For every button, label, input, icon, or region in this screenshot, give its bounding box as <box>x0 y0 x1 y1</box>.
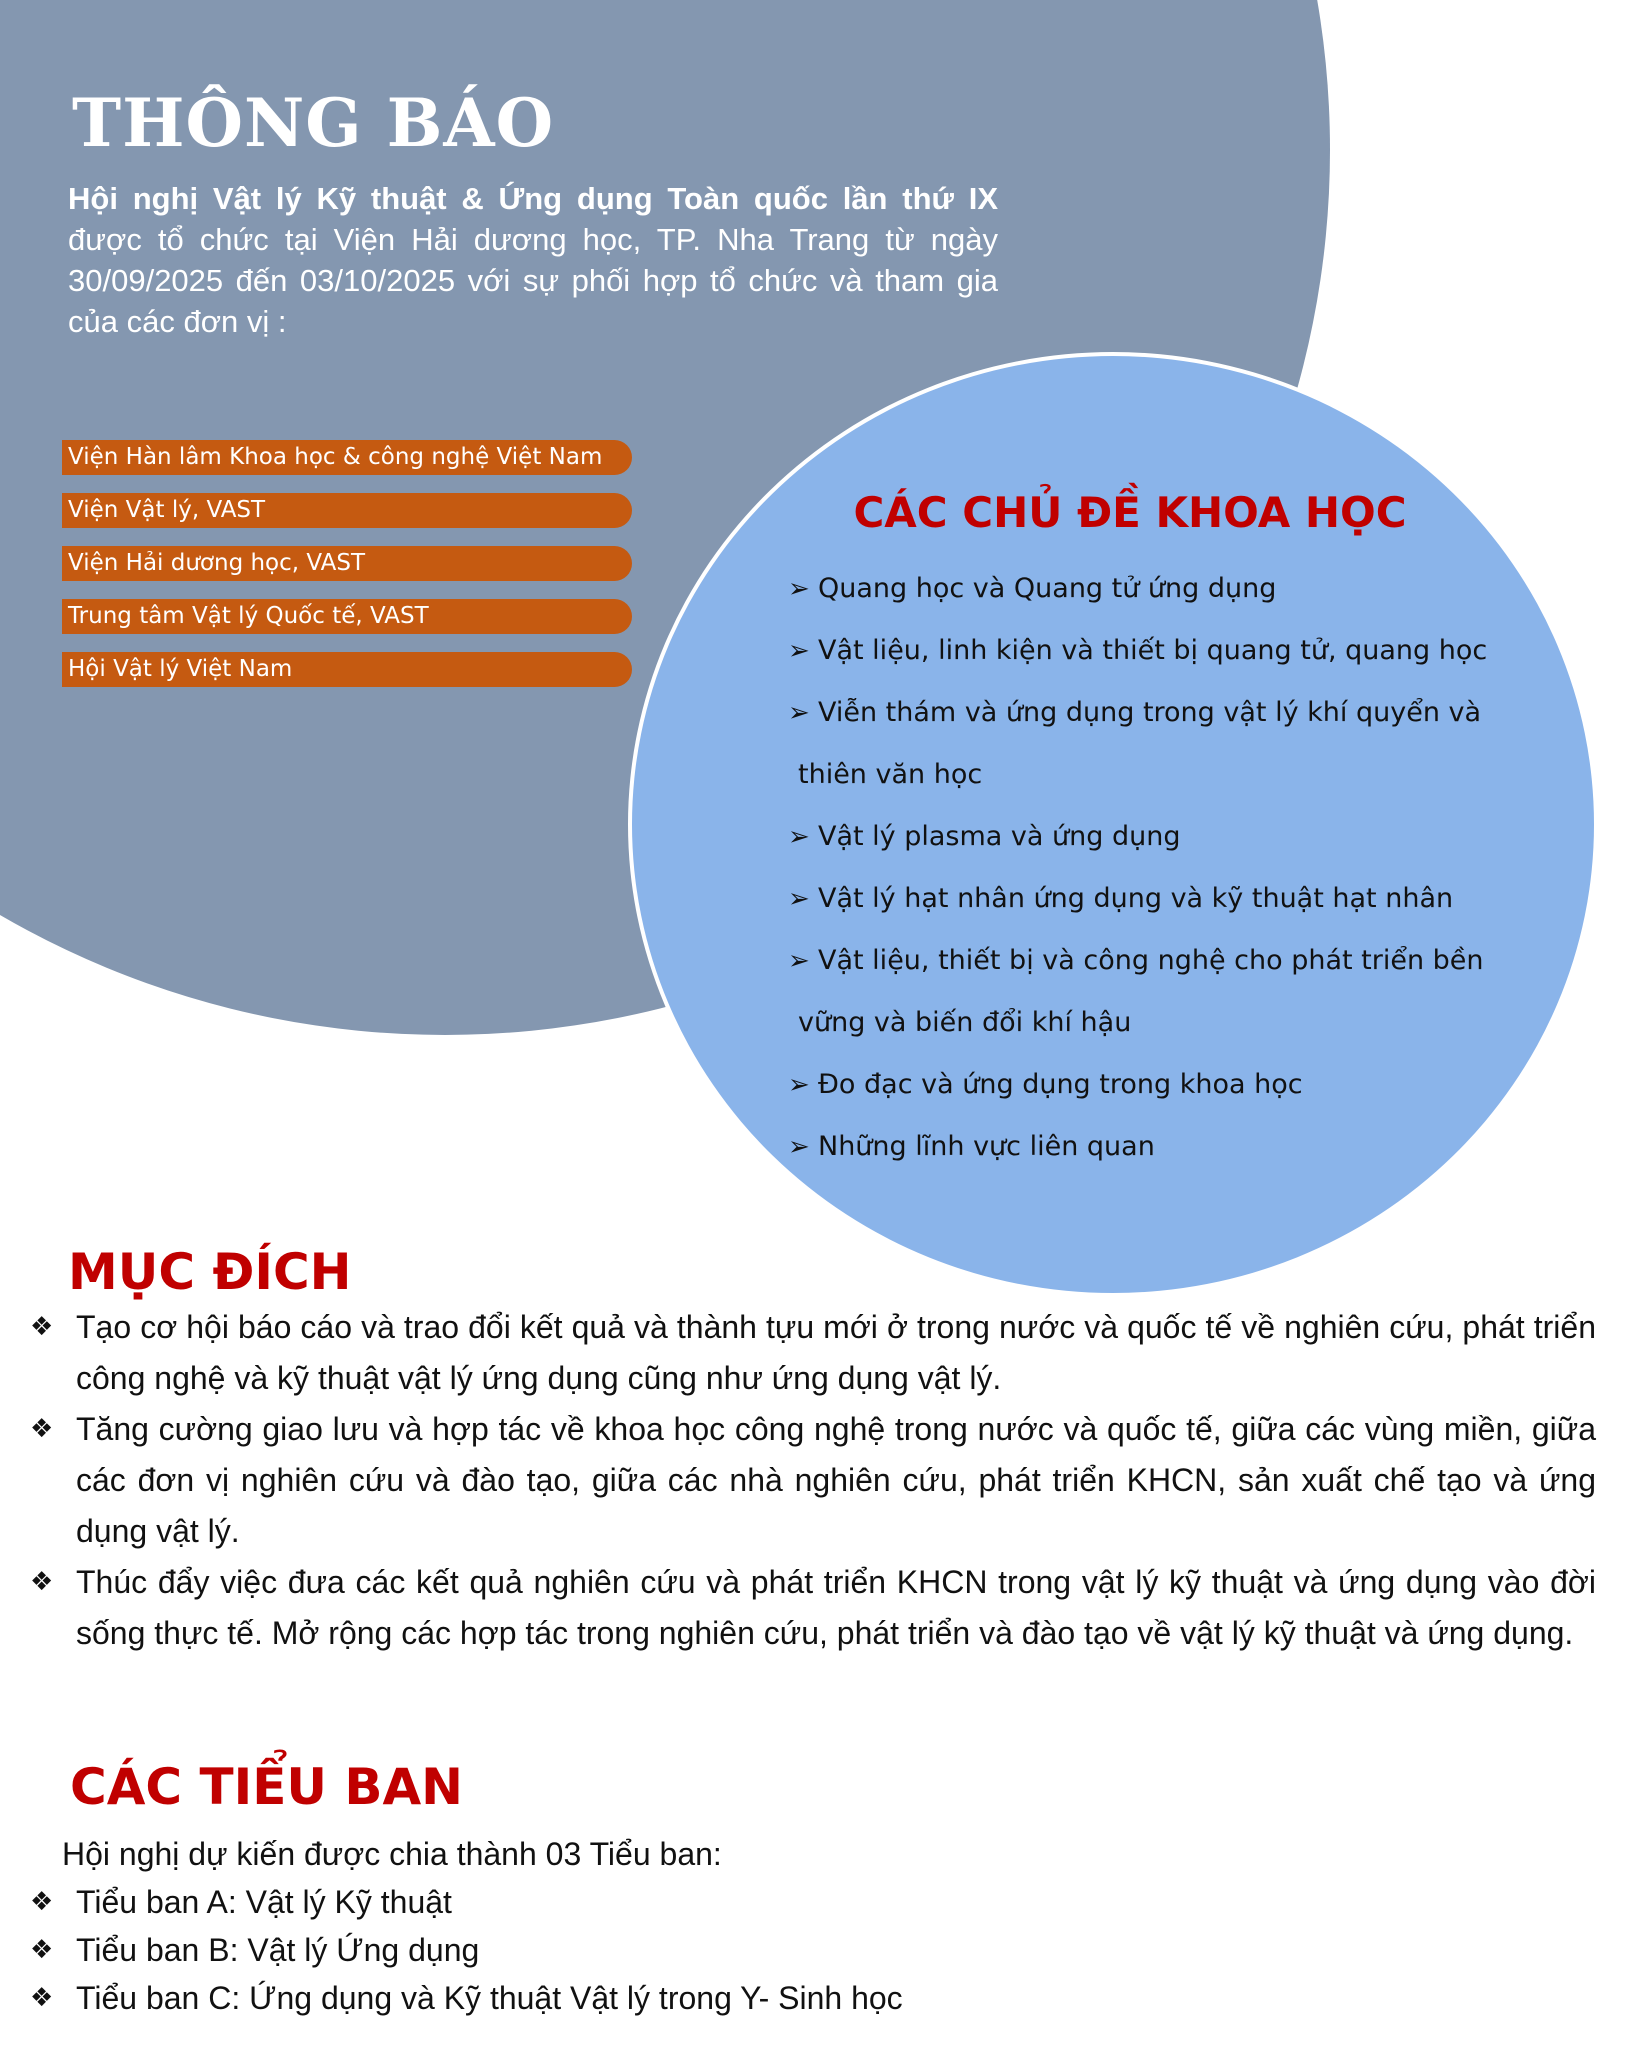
topic-label: Những lĩnh vực liên quan <box>818 1131 1155 1162</box>
subcommittees-list <box>30 1878 1530 2022</box>
subcommittees-intro: Hội nghị dự kiến được chia thành 03 Tiểu ban: <box>62 1836 722 1872</box>
conference-name: Hội nghị Vật lý Kỹ thuật & Ứng dụng Toàn quốc lần thứ IX <box>68 181 998 216</box>
topic-item <box>788 558 1528 620</box>
intro-details: được tổ chức tại Viện Hải dương học, TP. Nha Trang từ ngày 30/09/2025 đến 03/10/2025 với sự phối hợp tổ chức và tham gia của các đơn vị : <box>68 222 998 339</box>
purpose-heading: MỤC ĐÍCH <box>68 1243 352 1301</box>
subcommittee-text: Tiểu ban C: Ứng dụng và Kỹ thuật Vật lý trong Y- Sinh học <box>76 1980 903 2016</box>
purpose-list <box>30 1302 1596 1659</box>
topic-label-continued: vững và biến đổi khí hậu <box>798 1007 1132 1038</box>
arrowhead-bullet-icon: ➢ <box>788 822 810 852</box>
topics-heading: CÁC CHỦ ĐỀ KHOA HỌC <box>853 488 1407 537</box>
arrowhead-bullet-icon: ➢ <box>788 884 810 914</box>
intro-paragraph <box>68 178 998 342</box>
purpose-item <box>30 1557 1596 1659</box>
subcommittee-item <box>30 1974 1530 2022</box>
four-diamond-bullet-icon: ❖ <box>30 1983 54 2013</box>
topic-item <box>788 868 1528 930</box>
topic-label: Quang học và Quang tử ứng dụng <box>818 573 1277 604</box>
topic-label: Vật liệu, thiết bị và công nghệ cho phát triển bền <box>818 945 1484 976</box>
subcommittees-heading: CÁC TIỂU BAN <box>70 1758 464 1816</box>
arrowhead-bullet-icon: ➢ <box>788 1132 810 1162</box>
topic-item <box>788 682 1528 806</box>
arrowhead-bullet-icon: ➢ <box>788 1070 810 1100</box>
topic-label-continued: thiên văn học <box>798 759 983 790</box>
four-diamond-bullet-icon: ❖ <box>30 1312 54 1342</box>
topic-item <box>788 1054 1528 1116</box>
topic-item <box>788 1116 1528 1178</box>
topic-label: Vật lý hạt nhân ứng dụng và kỹ thuật hạt nhân <box>818 883 1454 914</box>
topic-item <box>788 806 1528 868</box>
purpose-text: Thúc đẩy việc đưa các kết quả nghiên cứu và phát triển KHCN trong vật lý kỹ thuật và ứng dụng vào đời sống thực tế. Mở rộng các hợp tác trong nghiên cứu, phát triển và đào tạo về vật lý kỹ thuật và ứng dụng. <box>76 1564 1596 1651</box>
purpose-item <box>30 1302 1596 1404</box>
organizer-item: Viện Vật lý, VAST <box>62 493 632 528</box>
subcommittee-item <box>30 1878 1530 1926</box>
organizer-item: Viện Hải dương học, VAST <box>62 546 632 581</box>
topic-label: Vật lý plasma và ứng dụng <box>818 821 1181 852</box>
arrowhead-bullet-icon: ➢ <box>788 698 810 728</box>
four-diamond-bullet-icon: ❖ <box>30 1567 54 1597</box>
subcommittee-item <box>30 1926 1530 1974</box>
organizer-item: Viện Hàn lâm Khoa học & công nghệ Việt Nam <box>62 440 632 475</box>
page-title: THÔNG BÁO <box>72 84 555 162</box>
organizer-item: Trung tâm Vật lý Quốc tế, VAST <box>62 599 632 634</box>
purpose-item <box>30 1404 1596 1557</box>
topic-item <box>788 930 1528 1054</box>
topic-label: Đo đạc và ứng dụng trong khoa học <box>818 1069 1303 1100</box>
four-diamond-bullet-icon: ❖ <box>30 1414 54 1444</box>
arrowhead-bullet-icon: ➢ <box>788 636 810 666</box>
subcommittee-text: Tiểu ban A: Vật lý Kỹ thuật <box>76 1884 452 1920</box>
organizer-item: Hội Vật lý Việt Nam <box>62 652 632 687</box>
four-diamond-bullet-icon: ❖ <box>30 1935 54 1965</box>
topic-label: Vật liệu, linh kiện và thiết bị quang tử, quang học <box>818 635 1488 666</box>
arrowhead-bullet-icon: ➢ <box>788 946 810 976</box>
organizer-list <box>62 440 632 705</box>
four-diamond-bullet-icon: ❖ <box>30 1887 54 1917</box>
purpose-text: Tạo cơ hội báo cáo và trao đổi kết quả và thành tựu mới ở trong nước và quốc tế về nghiên cứu, phát triển công nghệ và kỹ thuật vật lý ứng dụng cũng như ứng dụng vật lý. <box>76 1309 1596 1396</box>
topics-list <box>788 558 1528 1178</box>
subcommittee-text: Tiểu ban B: Vật lý Ứng dụng <box>76 1932 480 1968</box>
topic-item <box>788 620 1528 682</box>
purpose-text: Tăng cường giao lưu và hợp tác về khoa học công nghệ trong nước và quốc tế, giữa các vùng miền, giữa các đơn vị nghiên cứu và đào tạo, giữa các nhà nghiên cứu, phát triển KHCN, sản xuất chế tạo và ứng dụng vật lý. <box>76 1411 1596 1549</box>
arrowhead-bullet-icon: ➢ <box>788 574 810 604</box>
topic-label: Viễn thám và ứng dụng trong vật lý khí quyển và <box>818 697 1482 728</box>
